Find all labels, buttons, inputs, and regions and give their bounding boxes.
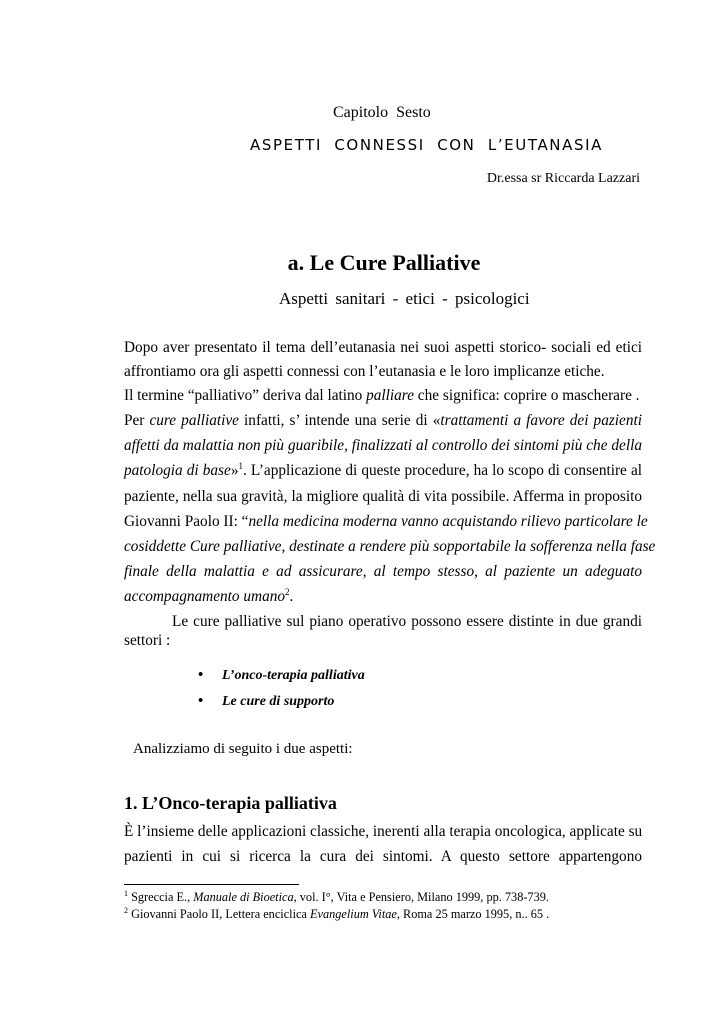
paragraph-line: Le cure palliative sul piano operativo possono essere distinte in due grandi bbox=[172, 613, 642, 630]
quote-text: finale della malattia e ad assicurare, al tempo stesso, al paziente un adeguato bbox=[124, 563, 642, 580]
bullet-item bbox=[198, 693, 334, 710]
footnote-divider bbox=[124, 884, 299, 885]
text-run: Giovanni Paolo II: “ bbox=[124, 513, 249, 530]
footnote-number: 1 bbox=[124, 889, 128, 898]
footnote-1 bbox=[124, 890, 549, 905]
footnote-ref: 2 bbox=[285, 587, 290, 597]
author-line: Dr.essa sr Riccarda Lazzari bbox=[486, 171, 640, 186]
paragraph-line bbox=[124, 412, 642, 430]
paragraph-line bbox=[124, 513, 648, 531]
bullet-label: Le cure di supporto bbox=[222, 694, 335, 709]
quote-text: affetti da malattia non più guaribile, finalizzati al controllo dei sintomi più che della bbox=[124, 437, 642, 454]
analysis-line: Analizziamo di seguito i due aspetti: bbox=[133, 741, 353, 757]
paragraph-line bbox=[124, 462, 642, 480]
bullet-item bbox=[198, 667, 365, 684]
text-run: Sgreccia E., bbox=[128, 890, 194, 904]
footnote-number: 2 bbox=[124, 906, 128, 915]
italic-term: palliare bbox=[366, 387, 414, 404]
italic-term: cure palliative bbox=[149, 412, 239, 429]
quote-text: accompagnamento umano bbox=[124, 588, 286, 605]
paragraph-line: paziente, nella sua gravità, la migliore qualità di vita possibile. Afferma in proposito bbox=[124, 488, 642, 505]
text-run: infatti, s’ intende una serie di « bbox=[238, 412, 441, 429]
text-run: Roma 25 marzo 1995, n.. 65 . bbox=[399, 907, 550, 921]
quote-text: cosiddette Cure palliative, destinate a rendere più sopportabile la sofferenza nella fase bbox=[124, 538, 656, 555]
bullet-label: L’onco-terapia palliativa bbox=[222, 668, 365, 683]
footnote-ref: 1 bbox=[238, 461, 243, 471]
text-run: che significa: coprire o mascherare . bbox=[413, 387, 640, 404]
text-run: Il termine “palliativo” deriva dal latino bbox=[124, 387, 367, 404]
paragraph-line: È l’insieme delle applicazioni classiche, inerenti alla terapia oncologica, applicate su bbox=[124, 823, 643, 840]
quote-text: patologia di base bbox=[124, 462, 231, 479]
section-title: a. Le Cure Palliative bbox=[287, 250, 481, 275]
text-run: . L’applicazione di queste procedure, ha lo scopo di consentire al bbox=[242, 462, 642, 479]
bullet-glyph: • bbox=[198, 693, 204, 709]
paragraph-line: Dopo aver presentato il tema dell’eutanasia nei suoi aspetti storico- sociali ed etici bbox=[124, 339, 642, 356]
text-run: » bbox=[230, 462, 239, 479]
text-run: Giovanni Paolo II, Lettera enciclica bbox=[128, 907, 310, 921]
bullet-glyph: • bbox=[198, 667, 204, 683]
chapter-label: Capitolo Sesto bbox=[333, 104, 431, 121]
footnote-2 bbox=[124, 907, 549, 922]
chapter-title: ASPETTI CONNESSI CON L’EUTANASIA bbox=[250, 136, 603, 154]
quote-text: nella medicina moderna vanno acquistando rilievo particolare le bbox=[248, 513, 648, 530]
paragraph-line bbox=[124, 437, 642, 455]
paragraph-line bbox=[124, 538, 656, 556]
subsection-title: 1. L’Onco-terapia palliativa bbox=[124, 793, 337, 813]
paragraph-line bbox=[124, 563, 642, 581]
text-run: , vol. I°, Vita e Pensiero, Milano 1999, pp. 738-739. bbox=[293, 890, 549, 904]
text-run: . bbox=[289, 588, 294, 605]
text-run: Per bbox=[124, 412, 150, 429]
citation-title: Evangelium Vitae, bbox=[310, 907, 400, 921]
paragraph-line bbox=[124, 387, 642, 405]
paragraph-line bbox=[124, 588, 642, 606]
citation-title: Manuale di Bioetica bbox=[193, 890, 294, 904]
quote-text: trattamenti a favore dei pazienti bbox=[440, 412, 642, 429]
section-subtitle: Aspetti sanitari - etici - psicologici bbox=[279, 289, 530, 308]
paragraph-line: pazienti in cui si ricerca la cura dei sintomi. A questo settore appartengono bbox=[124, 848, 642, 865]
paragraph-line: affrontiamo ora gli aspetti connessi con l’eutanasia e le loro implicanze etiche. bbox=[124, 363, 605, 380]
paragraph-line: settori : bbox=[124, 632, 171, 649]
